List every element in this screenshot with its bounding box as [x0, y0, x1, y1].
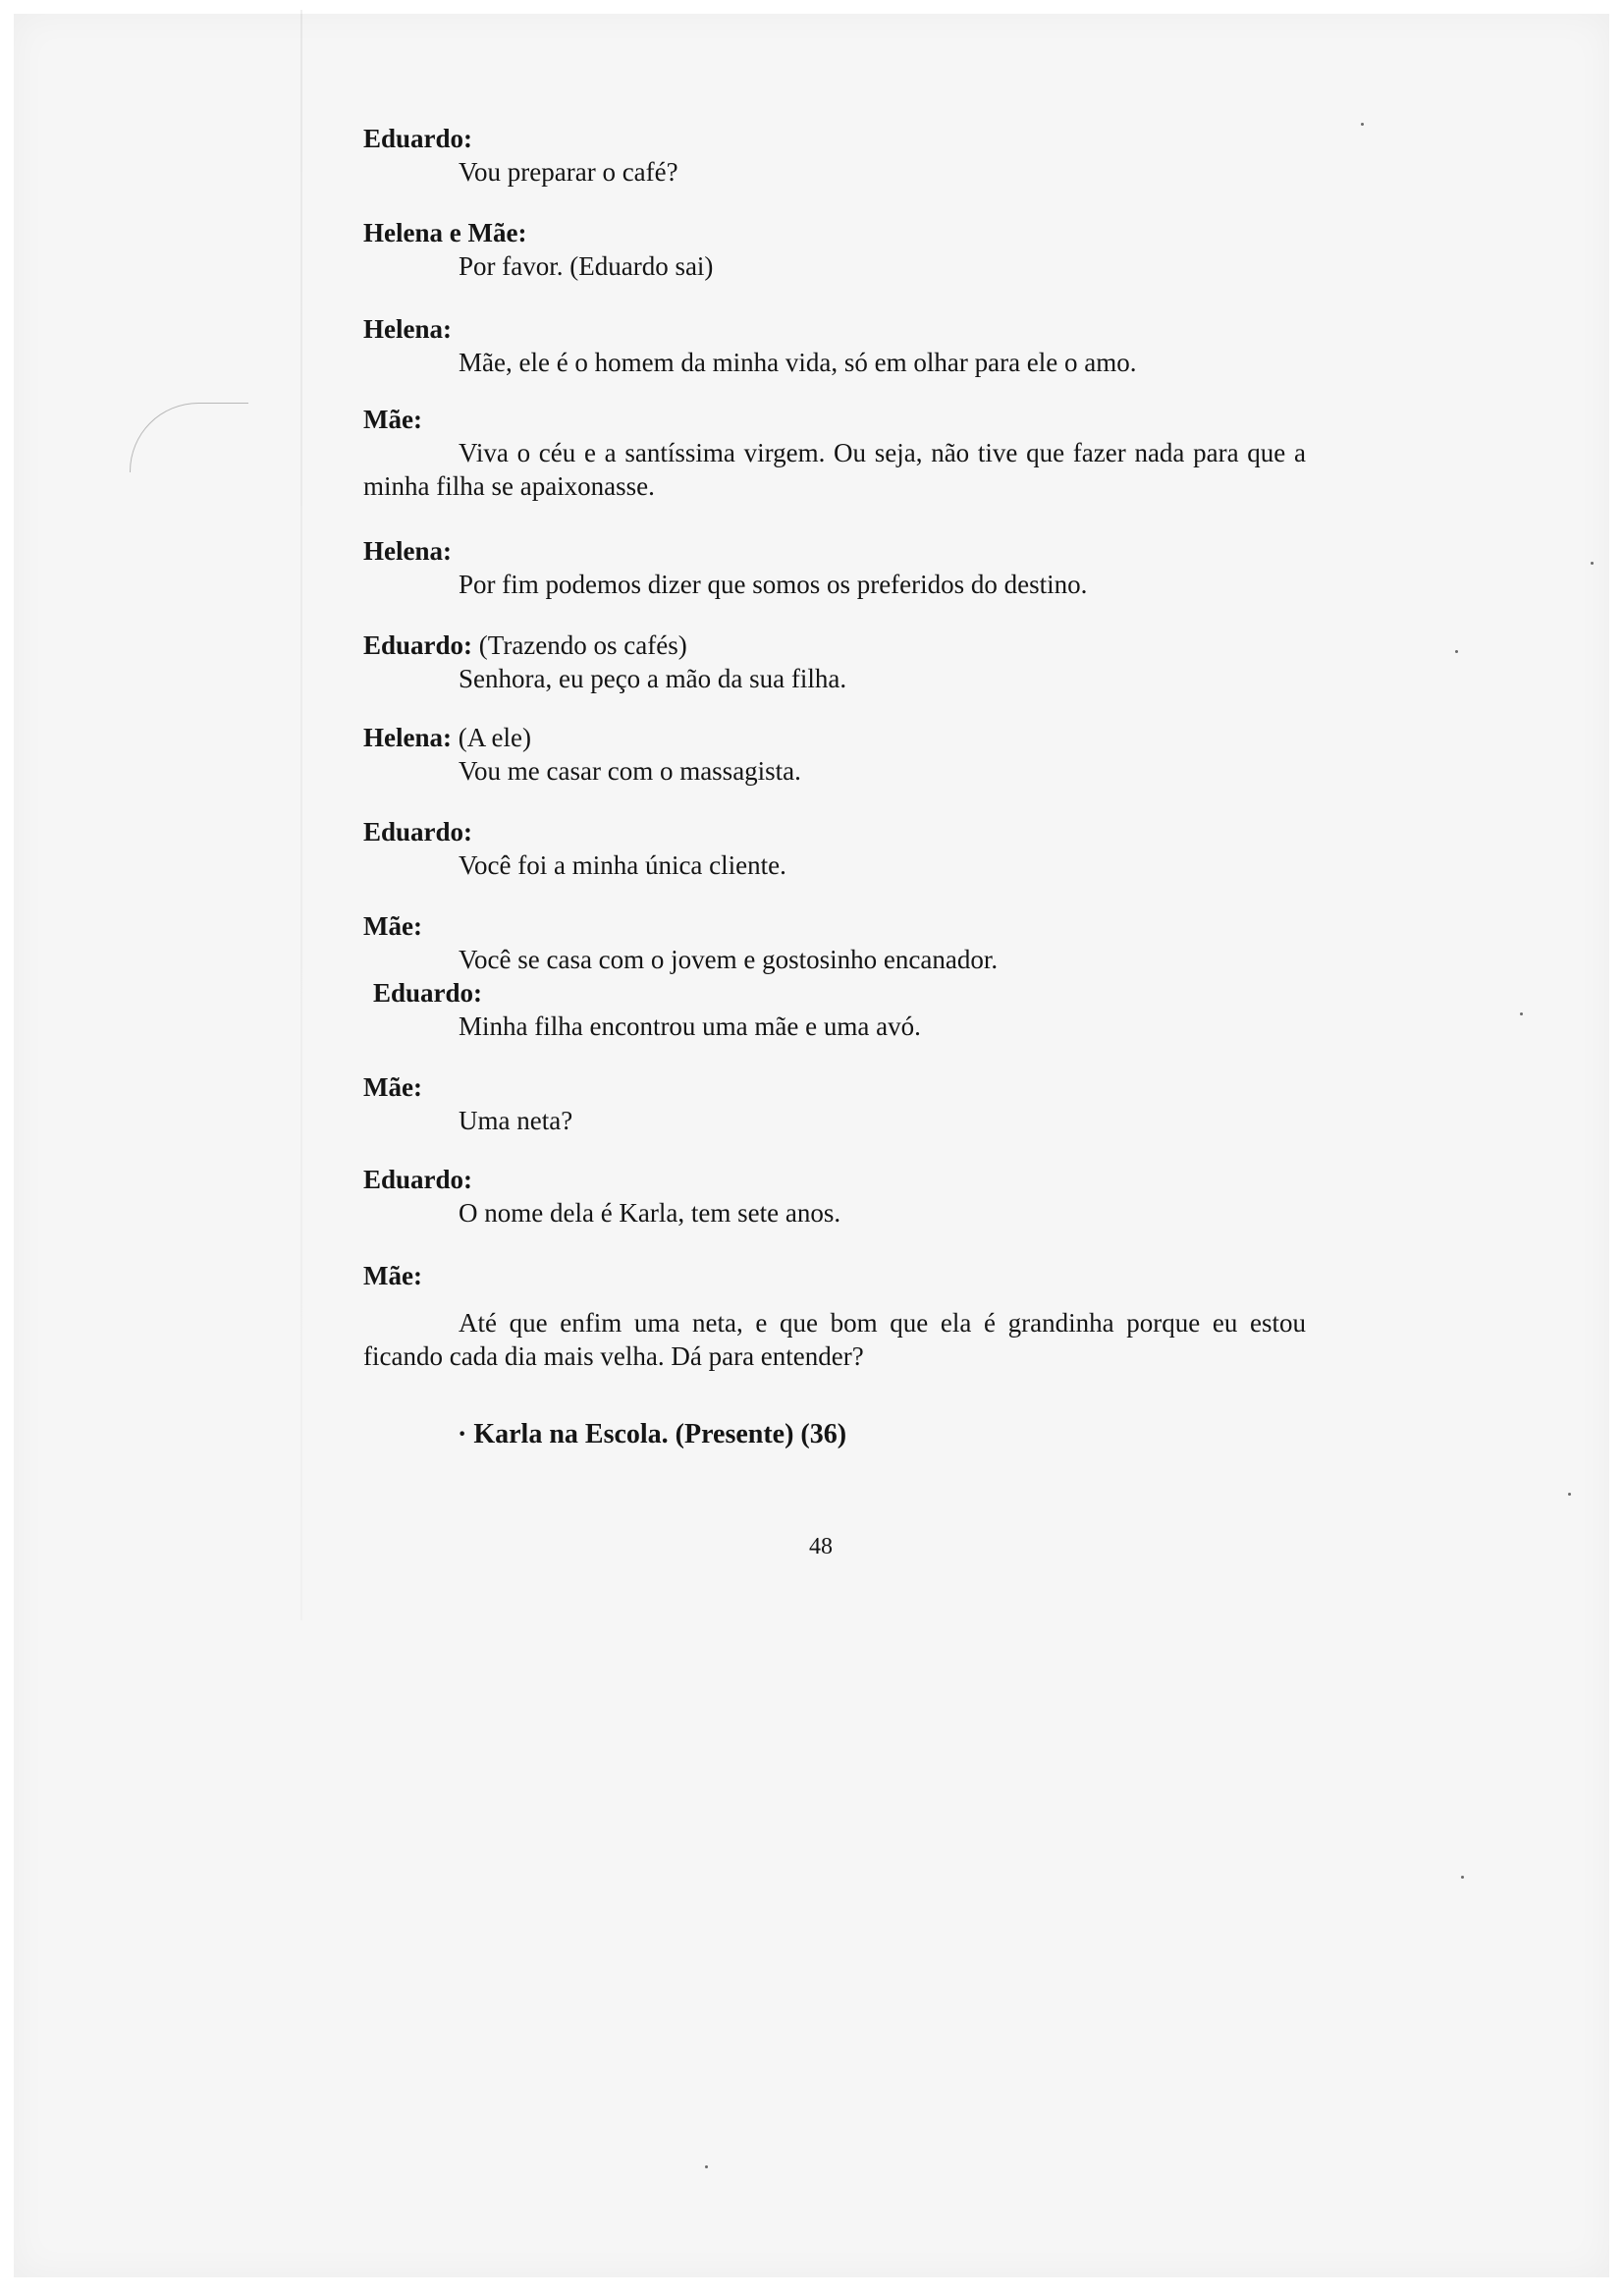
speaker-name: Eduardo: — [373, 978, 483, 1008]
dialogue-line: Vou preparar o café? — [459, 157, 678, 187]
dialogue-block — [363, 1259, 1306, 1373]
dialogue-block — [363, 721, 1306, 788]
dialogue-block — [363, 1070, 1306, 1137]
speaker-name: Helena e Mãe: — [363, 218, 527, 247]
speaker-name: Eduardo: — [363, 1165, 473, 1194]
stage-direction: (A ele) — [458, 723, 531, 752]
stage-direction: (Trazendo os cafés) — [478, 630, 687, 660]
dialogue-block — [373, 976, 1316, 1043]
speaker-name: Eduardo: — [363, 630, 473, 660]
dialogue-line: Até que enfim uma neta, e que bom que ela é grandinha porque eu estou ficando cada dia mais velha. Dá para entender? — [363, 1308, 1306, 1371]
speaker-name: Helena: — [363, 723, 452, 752]
dialogue-line: O nome dela é Karla, tem sete anos. — [459, 1198, 841, 1228]
dialogue-line: Você foi a minha única cliente. — [459, 850, 786, 880]
scan-speck — [1591, 562, 1594, 565]
dialogue-block — [363, 312, 1306, 379]
dialogue-block — [363, 1163, 1306, 1230]
dialogue-line: Por favor. (Eduardo sai) — [459, 251, 714, 281]
speaker-name: Mãe: — [363, 911, 422, 941]
dialogue-line: Viva o céu e a santíssima virgem. Ou seja, não tive que fazer nada para que a minha filha se apaixonasse. — [363, 438, 1306, 501]
speaker-name: Mãe: — [363, 1072, 422, 1102]
scan-speck — [1455, 650, 1458, 653]
scan-speck — [1361, 123, 1364, 126]
dialogue-line: Você se casa com o jovem e gostosinho encanador. — [459, 945, 999, 974]
dialogue-line: Por fim podemos dizer que somos os preferidos do destino. — [459, 570, 1088, 599]
scene-heading: · Karla na Escola. (Presente) (36) — [458, 1419, 847, 1449]
dialogue-block — [363, 815, 1306, 882]
dialogue-line: Minha filha encontrou uma mãe e uma avó. — [459, 1011, 921, 1041]
dialogue-block — [363, 629, 1306, 695]
speaker-name: Eduardo: — [363, 817, 473, 847]
scan-fold-line — [300, 10, 302, 1620]
page-number: 48 — [809, 1534, 833, 1559]
scan-speck — [1520, 1012, 1523, 1015]
dialogue-line: Mãe, ele é o homem da minha vida, só em olhar para ele o amo. — [459, 348, 1137, 377]
dialogue-line: Vou me casar com o massagista. — [459, 756, 801, 786]
dialogue-block — [363, 534, 1306, 601]
scan-speck — [1568, 1493, 1571, 1496]
dialogue-block — [363, 403, 1306, 503]
speaker-name: Mãe: — [363, 1261, 422, 1290]
speaker-name: Eduardo: — [363, 124, 473, 153]
speaker-name: Helena: — [363, 314, 452, 344]
dialogue-block — [363, 909, 1306, 976]
speaker-name: Helena: — [363, 536, 452, 566]
scan-speck — [705, 2165, 708, 2168]
scan-speck — [1461, 1876, 1464, 1879]
speaker-name: Mãe: — [363, 405, 422, 434]
dialogue-block — [363, 216, 1306, 283]
dialogue-line: Uma neta? — [459, 1106, 573, 1135]
dialogue-block — [363, 122, 1306, 189]
dialogue-line: Senhora, eu peço a mão da sua filha. — [459, 664, 847, 693]
